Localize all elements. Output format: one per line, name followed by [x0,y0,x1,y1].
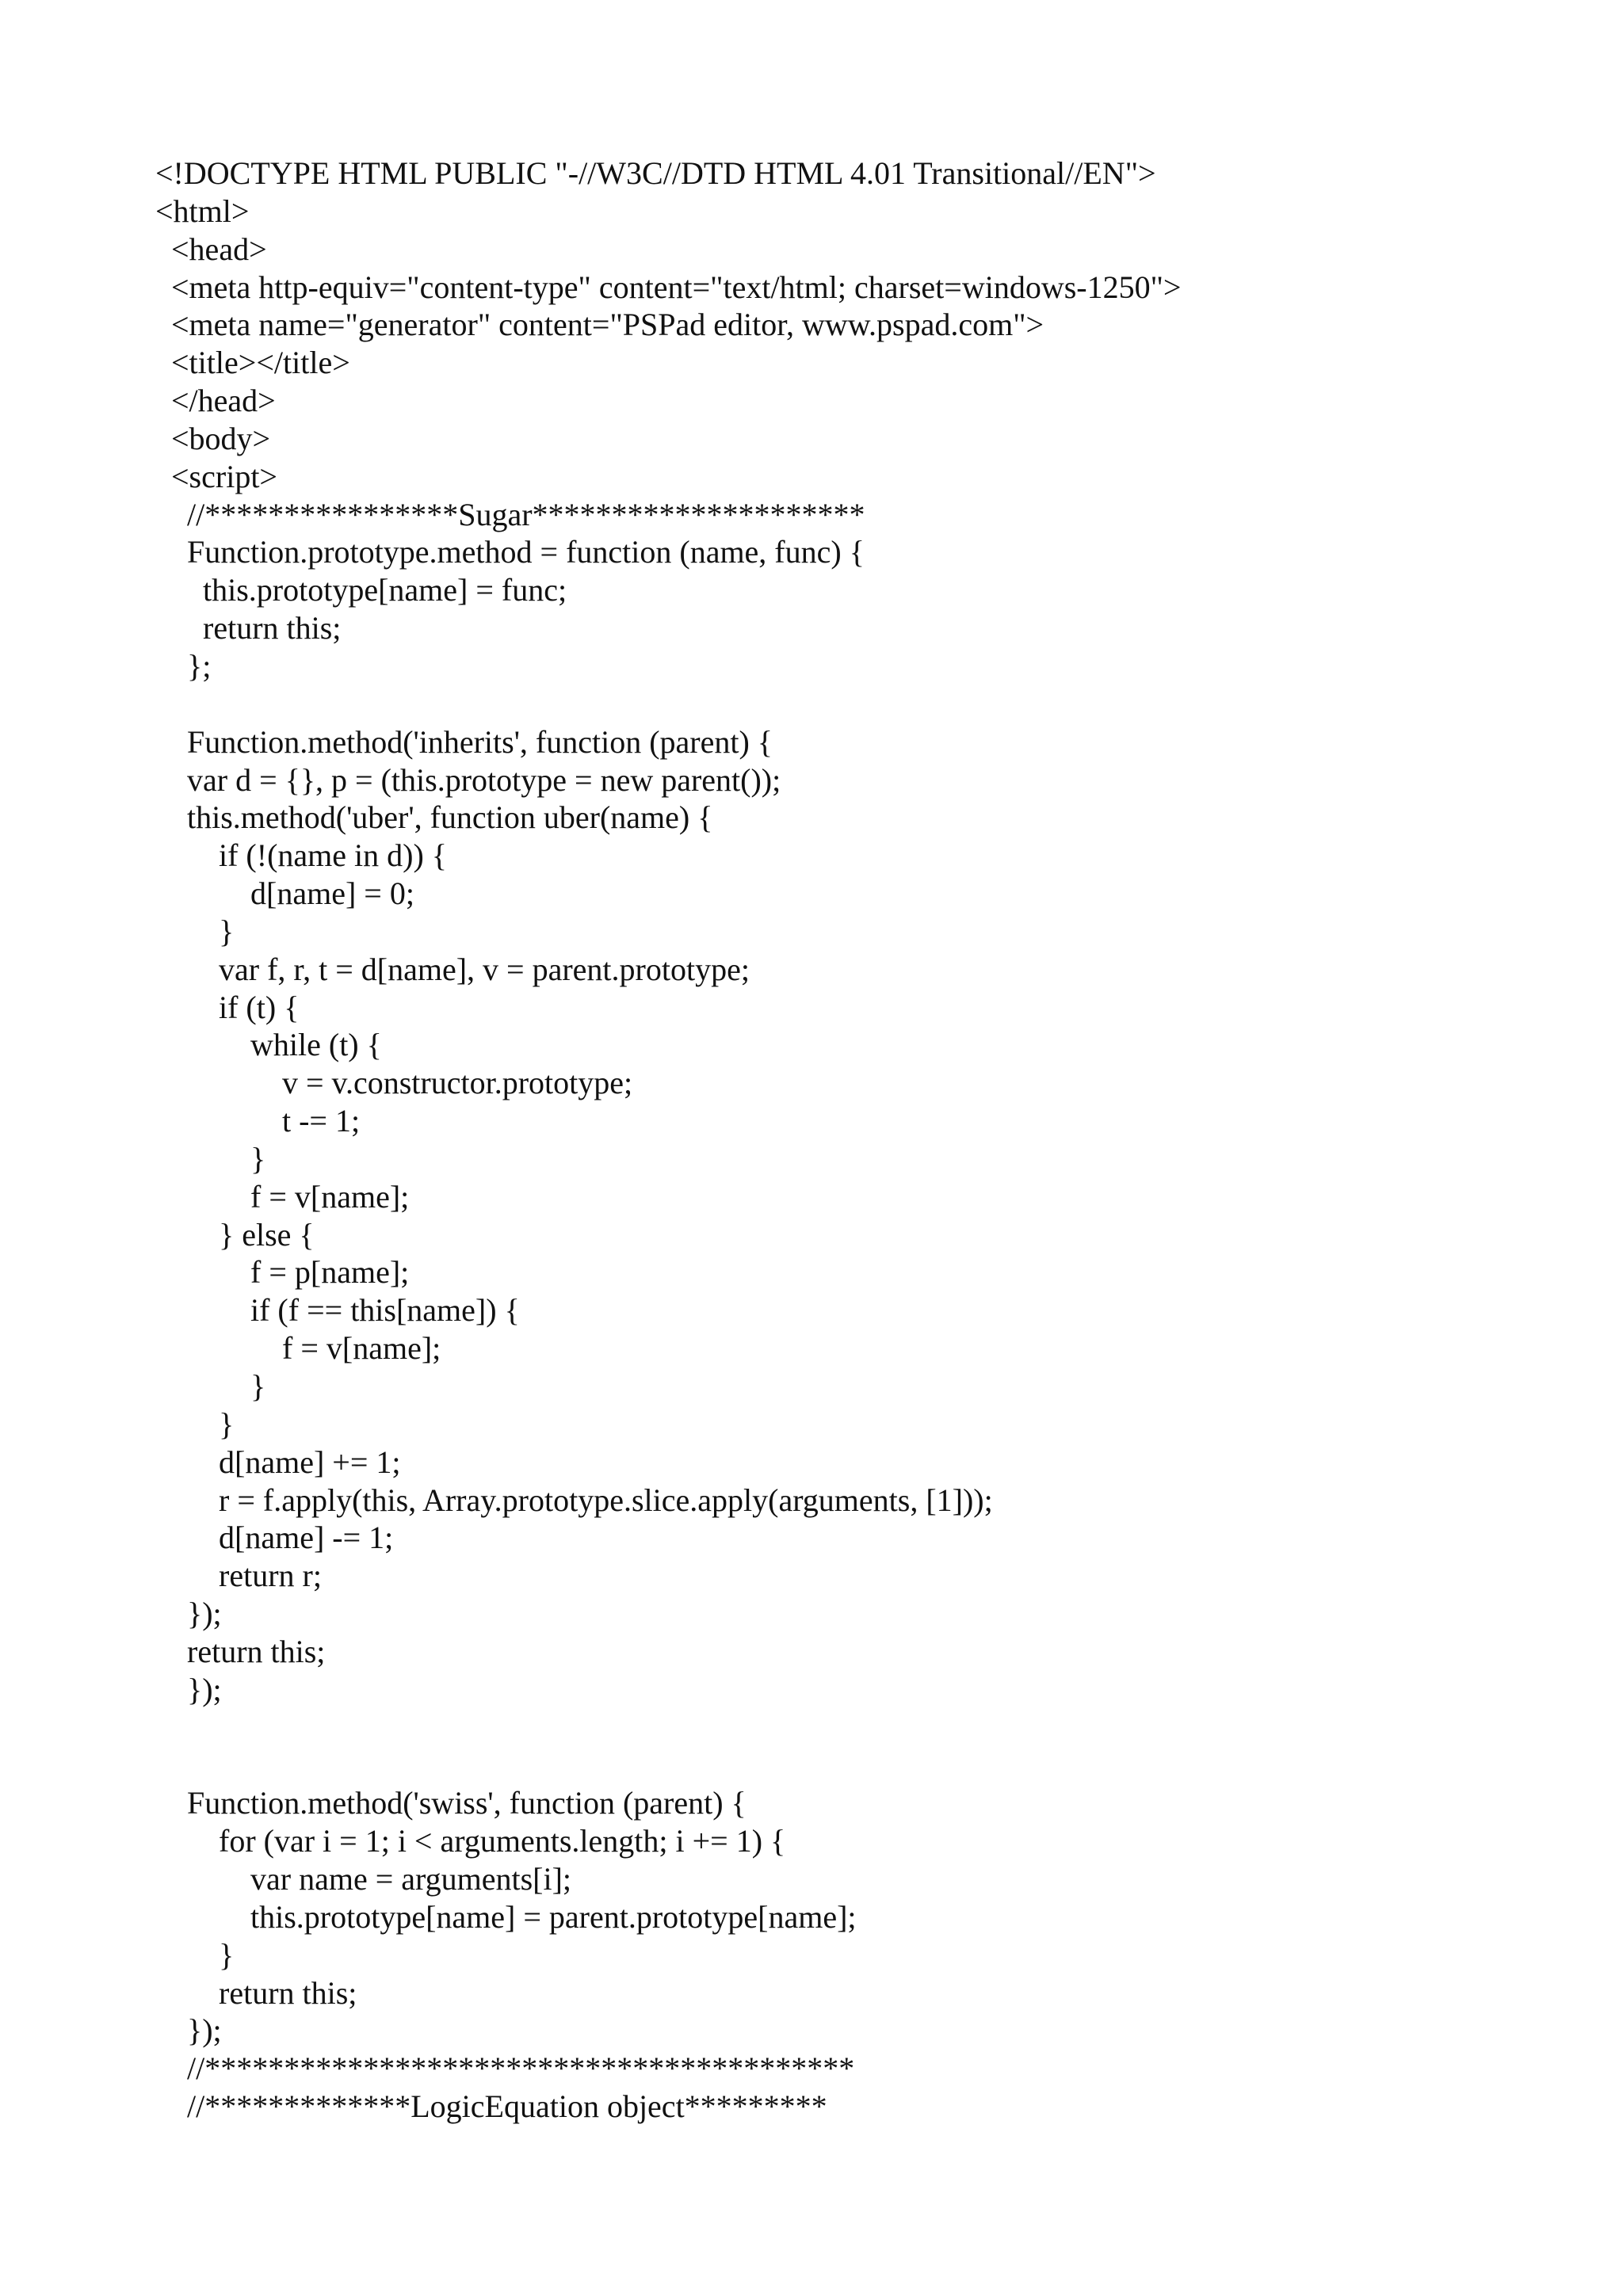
code-line: return r; [155,1558,322,1594]
code-line: } else { [155,1216,315,1253]
code-line: Function.prototype.method = function (name, func) { [155,534,865,570]
code-line [155,685,1582,723]
code-line: this.prototype[name] = func; [155,572,567,608]
code-line: Function.method('swiss', function (parent) { [155,1785,747,1821]
code-line: Function.method('inherits', function (parent) { [155,723,773,760]
code-line: //****************Sugar********************* [155,496,865,532]
code-line: f = v[name]; [155,1330,441,1367]
code-line: <title></title> [155,345,350,381]
code-line: if (f == this[name]) { [155,1292,520,1329]
code-line: } [155,1405,235,1442]
code-line: } [155,913,235,949]
code-line: r = f.apply(this, Array.prototype.slice.apply(arguments, [1])); [155,1482,993,1518]
code-line: if (!(name in d)) { [155,837,447,874]
code-line: } [155,1368,266,1404]
code-line: <meta name="generator" content="PSPad editor, www.pspad.com"> [155,307,1044,343]
code-document [155,154,1582,2126]
code-line: var name = arguments[i]; [155,1860,572,1897]
code-line: } [155,1140,266,1177]
code-line: }); [155,1596,222,1632]
code-line [155,1746,1582,1784]
code-line: d[name] += 1; [155,1444,401,1480]
code-line: v = v.constructor.prototype; [155,1065,633,1101]
code-line: <meta http-equiv="content-type" content="text/html; charset=windows-1250"> [155,269,1182,305]
code-line: var d = {}, p = (this.prototype = new parent()); [155,761,781,798]
code-line: this.method('uber', function uber(name) { [155,799,713,836]
code-line: f = v[name]; [155,1178,410,1215]
code-line: for (var i = 1; i < arguments.length; i += 1) { [155,1823,786,1859]
code-line: <script> [155,458,277,494]
code-line: this.prototype[name] = parent.prototype[name]; [155,1898,857,1935]
code-line: t -= 1; [155,1103,361,1139]
code-line: <html> [155,193,250,229]
code-line: d[name] -= 1; [155,1520,394,1556]
code-line: while (t) { [155,1027,382,1063]
code-line: } [155,1936,235,1973]
code-line: //*************LogicEquation object********* [155,2088,827,2125]
code-line: //***************************************** [155,2050,855,2087]
code-line: <!DOCTYPE HTML PUBLIC "-//W3C//DTD HTML 4.01 Transitional//EN"> [155,155,1156,191]
code-line: return this; [155,1974,357,2011]
code-line: var f, r, t = d[name], v = parent.prototype; [155,951,750,987]
code-line: return this; [155,1633,326,1669]
code-line [155,1709,1582,1747]
code-line: return this; [155,610,342,646]
code-line: f = p[name]; [155,1254,410,1291]
code-line: if (t) { [155,989,300,1025]
code-line: d[name] = 0; [155,875,414,912]
code-line: </head> [155,383,276,419]
code-line: }); [155,2012,222,2049]
code-line: }); [155,1671,222,1707]
code-line: <head> [155,231,267,267]
code-line: <body> [155,420,271,456]
code-line: }; [155,647,212,684]
